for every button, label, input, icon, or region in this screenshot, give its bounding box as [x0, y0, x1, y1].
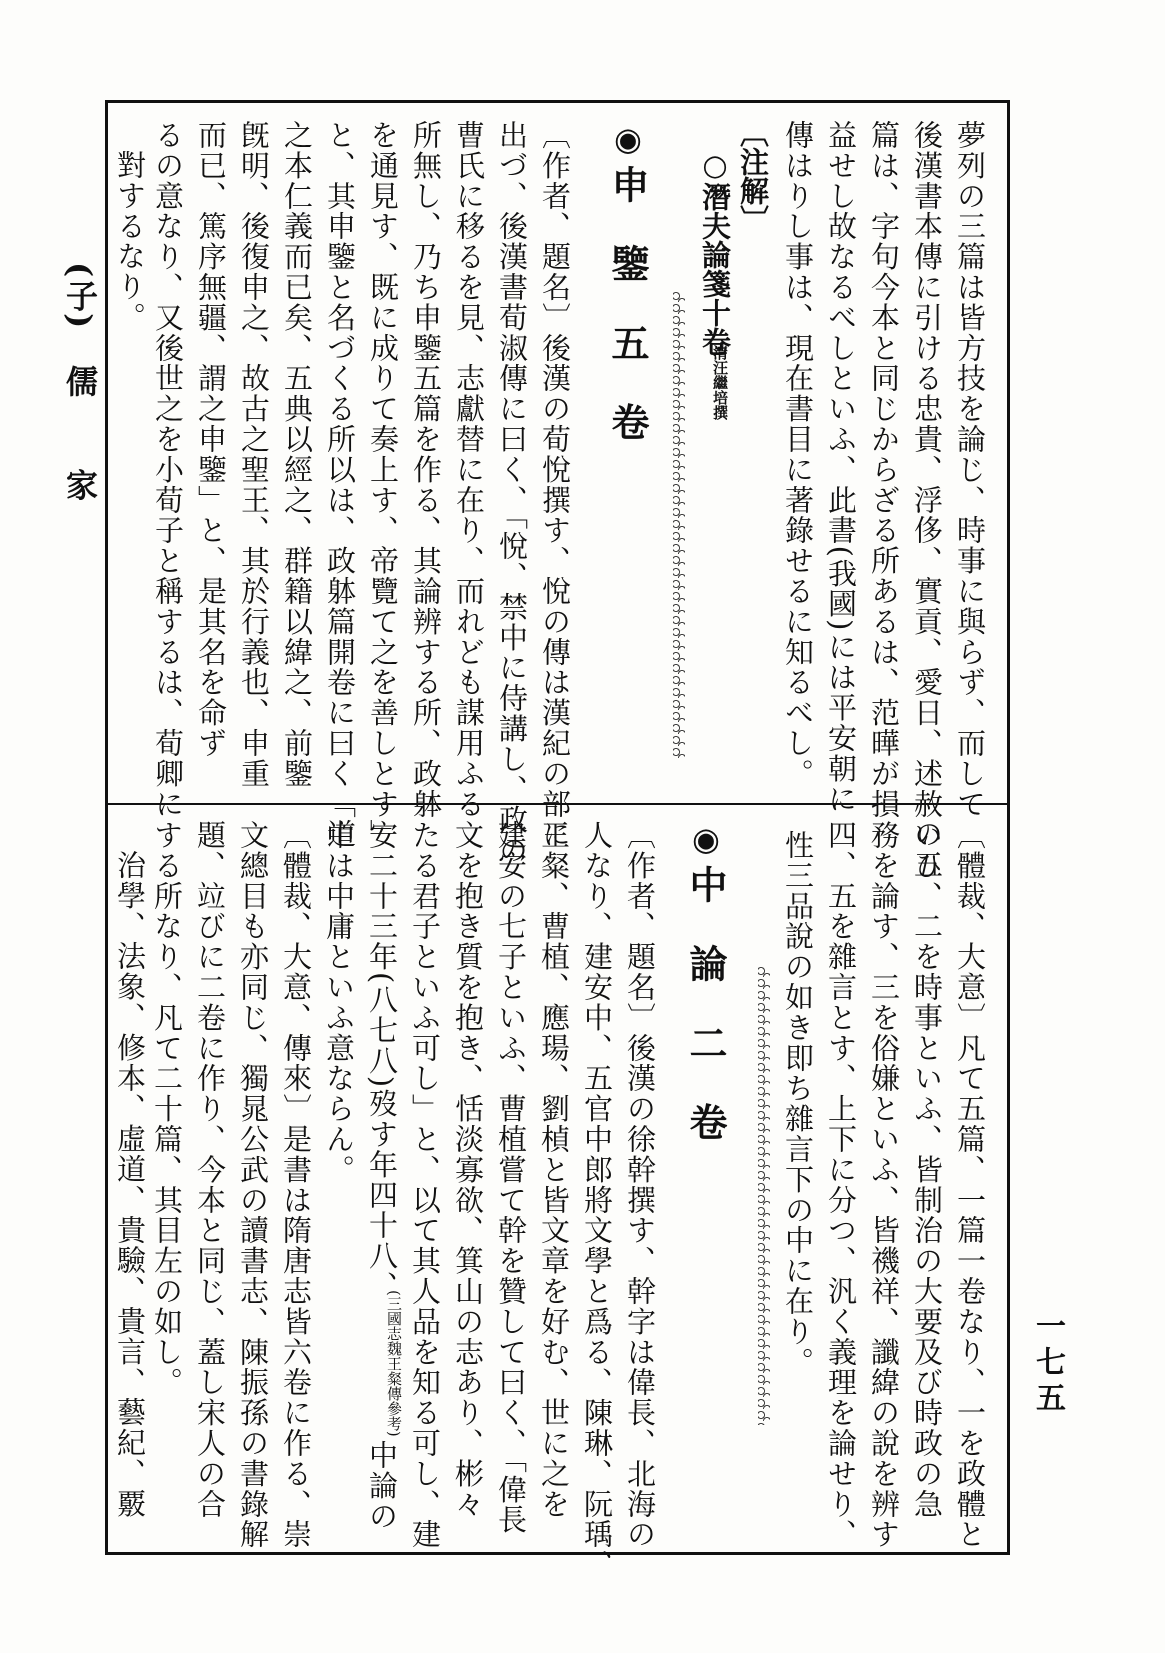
- category-label: 儒 家: [61, 365, 99, 531]
- bottom-body-col-7: 安二十三年(八七八)歿す年四十八、: [365, 820, 399, 1302]
- bottom-body-col-6: たる君子といふ可し」と、以て其人品を知る可し、建: [408, 820, 442, 1550]
- top-col-3: 篇は、字句今本と同じからざる所あるは、范曄が損: [867, 120, 901, 820]
- top-body-col-5: を通見す、既に成りて奏上す、帝覽て之を善しとす」: [366, 120, 400, 850]
- inline-note-sangokushi: (三國志魏王粲傳參考): [385, 1290, 403, 1437]
- top-body-col-9: 而已、篤序無疆、謂之申鑒」と、是其名を命ず: [194, 120, 228, 759]
- top-body-col-1: 〔作者、題名〕後漢の荀悅撰す、悅の傳は漢紀の部に: [538, 120, 572, 850]
- section-title-shinkan: 申 鑒 五 卷: [605, 165, 650, 455]
- bottom-col-3: 務を論す、三を俗嫌といふ、皆禨祥、讖緯の說を辨す: [867, 820, 901, 1550]
- bottom-col-2: いひ、二を時事といふ、皆制治の大要及び時政の急: [910, 820, 944, 1520]
- top-body-col-4: 所無し、乃ち申鑒五篇を作る、其論辨する所、政躰: [409, 120, 443, 820]
- bottom-body-col-7-tail: 中論の: [365, 1440, 399, 1532]
- top-body-col-2: 出づ、後漢書荀淑傳に曰く、「悅、禁中に侍講し、政の: [495, 120, 529, 866]
- top-body-col-11: 對するなり。: [113, 150, 147, 333]
- entry-note: 清汪繼培撰: [711, 345, 729, 420]
- wavy-rule-top: [673, 290, 685, 760]
- top-body-col-8: 旣明、後復申之、故古之聖王、其於行義也、申重: [237, 120, 271, 789]
- top-col-4: 益せし故なるべしといふ、此書(我國)には平安朝に: [824, 120, 858, 815]
- bottom-body-col-9: 〔體裁、大意、傳來〕是書は隋唐志皆六卷に作る、崇: [279, 820, 313, 1550]
- top-body-col-7: 之本仁義而已矣、五典以經之、群籍以緯之、前鑒: [280, 120, 314, 789]
- section-mark-bottom: ◉: [687, 820, 725, 858]
- bottom-body-col-2: 人なり、建安中、五官中郎將文學と爲る、陳琳、阮瑀、: [580, 820, 614, 1580]
- bottom-body-col-10: 文總目も亦同じ、獨晁公武の讀書志、陳振孫の書錄解: [236, 820, 270, 1550]
- top-col-2: 後漢書本傳に引ける忠貴、浮侈、實貢、愛日、述赦の五: [910, 120, 944, 880]
- bottom-col-1: 〔體裁、大意〕凡て五篇、一篇一卷なり、一を政體と: [953, 820, 987, 1550]
- bottom-col-5: 性三品說の如き即ち雜言下の中に在り。: [781, 830, 815, 1378]
- bottom-body-col-5: 文を抱き質を抱き、恬淡寡欲、箕山の志あり、彬々: [451, 820, 485, 1520]
- bottom-body-col-8: 中は中庸といふ意ならん。: [322, 820, 356, 1185]
- wavy-rule-bottom: [758, 965, 770, 1425]
- top-body-col-6: と、其申鑒と名づくる所以は、政躰篇開卷に曰く「道: [323, 120, 357, 850]
- bottom-body-col-1: 〔作者、題名〕後漢の徐幹撰す、幹字は偉長、北海の: [623, 820, 657, 1550]
- bottom-body-col-13: 治學、法象、修本、虛道、貴驗、貴言、藝紀、覈: [113, 850, 147, 1519]
- bottom-col-4: 四、五を雜言とす、上下に分つ、汎く義理を論せり、: [824, 820, 858, 1550]
- page-number: 一七五: [1030, 1310, 1065, 1418]
- top-body-col-10: るの意なり、又後世之を小荀子と稱するは、荀卿に: [151, 120, 185, 820]
- entry-title: ○潛夫論箋十卷: [698, 148, 732, 356]
- section-mark-top: ◉: [609, 120, 647, 158]
- top-col-5: 傳はりし事は、現在書目に著錄せるに知るべし。: [781, 120, 815, 789]
- top-body-col-3: 曹氏に移るを見、志獻替に在り、而れども謀用ふる: [452, 120, 486, 820]
- section-title-chuuron: 中 論 二 卷: [683, 865, 728, 1155]
- top-col-1: 夢列の三篇は皆方技を論じ、時事に與らず、而して: [953, 120, 987, 820]
- bottom-body-col-3: 王粲、曹植、應瑒、劉楨と皆文章を好む、世に之を: [537, 820, 571, 1520]
- bottom-body-col-12: する所なり、凡て二十篇、其目左の如し。: [150, 820, 184, 1398]
- bottom-body-col-11: 題、竝びに二卷に作り、今本と同じ、蓋し宋人の合: [193, 820, 227, 1520]
- section-label: (子): [61, 262, 99, 331]
- bottom-body-col-4: 建安の七子といふ、曹植嘗て幹を贊して曰く、「偉長: [494, 820, 528, 1536]
- note-label: 〔注解〕: [736, 118, 770, 234]
